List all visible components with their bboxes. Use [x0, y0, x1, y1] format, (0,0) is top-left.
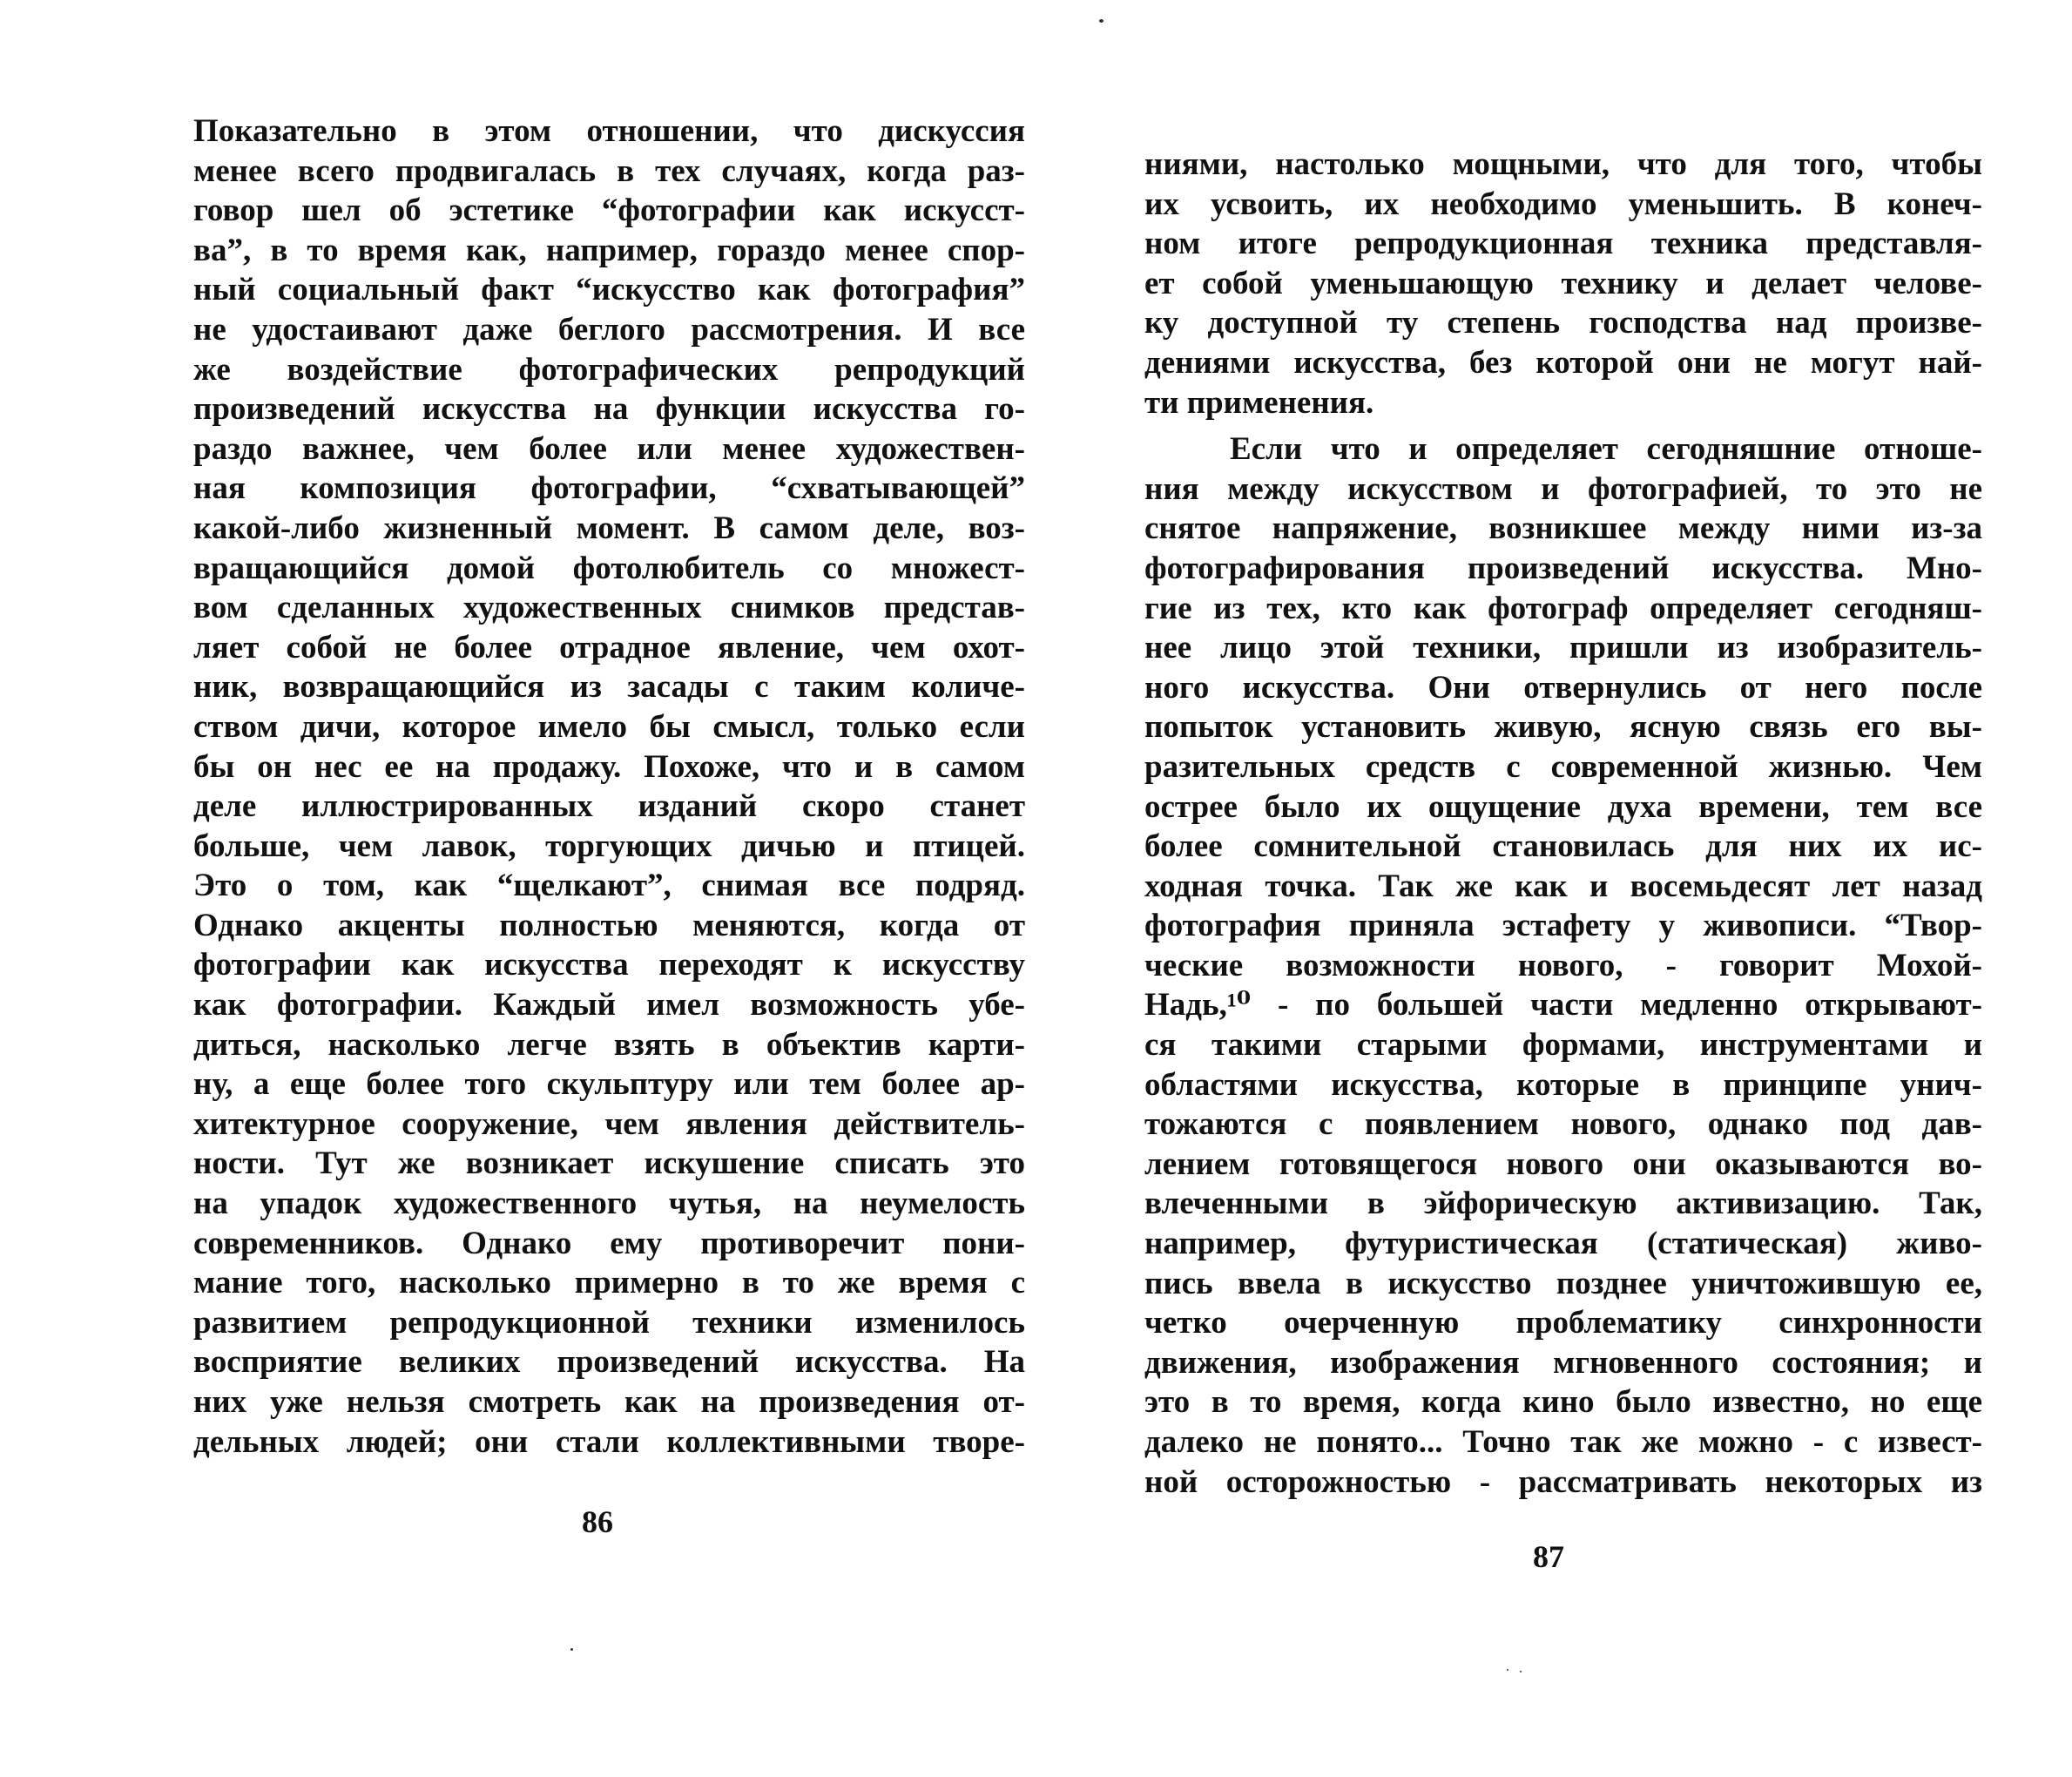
left-text-line: Однако акценты полностью меняются, когда от	[193, 907, 1025, 943]
right-p2-line: тожаются с появлением нового, однако под дав-	[1144, 1106, 1982, 1143]
left-text-line: ством дичи, которое имело бы смысл, только если	[193, 708, 1025, 745]
right-p2-line: ходная точка. Так же как и восемьдесят лет назад	[1144, 868, 1982, 904]
scan-speck	[1520, 1671, 1522, 1672]
right-p2-line: пись ввела в искусство позднее уничтожившую ее,	[1144, 1265, 1982, 1301]
left-text-line: мание того, насколько примерно в то же время с	[193, 1265, 1025, 1301]
right-p1-line: ти применения.	[1144, 384, 1374, 421]
left-page-number: 86	[582, 1504, 613, 1539]
right-p2-line: гие из тех, кто как фотограф определяет сегодняш-	[1144, 590, 1982, 626]
right-p2-line: Если что и определяет сегодняшние отноше-	[1230, 431, 1982, 468]
left-text-line: вращающийся домой фотолюбитель со множест-	[193, 550, 1025, 586]
left-text-line: не удостаивают даже беглого рассмотрения. И все	[193, 311, 1025, 348]
right-p2-line: ния между искусством и фотографией, то это не	[1144, 470, 1982, 507]
right-p2-line: это в то время, когда кино было известно, но еще	[1144, 1384, 1982, 1421]
right-p2-line: областями искусства, которые в принципе унич-	[1144, 1066, 1982, 1103]
left-text-line: хитектурное сооружение, чем явления действитель-	[193, 1105, 1025, 1142]
scan-speck	[1099, 19, 1103, 23]
left-text-line: произведений искусства на функции искусства го-	[193, 391, 1025, 428]
right-p1-line: ном итоге репродукционная техника представля-	[1144, 226, 1982, 262]
left-text-line: них уже нельзя смотреть как на произведения от-	[193, 1384, 1025, 1420]
left-text-line: ляет собой не более отрадное явление, чем охот-	[193, 629, 1025, 666]
left-text-line: раздо важнее, чем более или менее художествен-	[193, 430, 1025, 467]
left-text-line: фотографии как искусства переходят к искусству	[193, 947, 1025, 983]
left-text-line: больше, чем лавок, торгующих дичью и птицей.	[193, 828, 1025, 864]
right-p2-line: лением готовящегося нового они оказываются во-	[1144, 1145, 1982, 1182]
right-p1-line: ет собой уменьшающую технику и делает челове-	[1144, 265, 1982, 301]
right-p2-line: ного искусства. Они отвернулись от него после	[1144, 669, 1982, 706]
right-p2-line: более сомнительной становилась для них их ис-	[1144, 828, 1982, 865]
left-text-line: как фотографии. Каждый имел возможность убе-	[193, 987, 1025, 1024]
right-p1-line: их усвоить, их необходимо уменьшить. В конеч-	[1144, 186, 1982, 222]
right-p2-line: острее было их ощущение духа времени, тем все	[1144, 788, 1982, 825]
paragraph-gap	[1144, 422, 1982, 429]
left-text-line: ный социальный факт “искусство как фотография”	[193, 272, 1025, 308]
left-text-line: ну, а еще более того скульптуру или тем более ар-	[193, 1066, 1025, 1103]
right-p1-line: ниями, настолько мощными, что для того, чтобы	[1144, 146, 1982, 182]
right-p2-line: фотографирования произведений искусства. Мно-	[1144, 550, 1982, 586]
left-text-line: говор шел об эстетике “фотографии как искусст-	[193, 193, 1025, 229]
left-text-line: ник, возвращающийся из засады с таким количе-	[193, 669, 1025, 706]
left-text-line: бы он нес ее на продажу. Похоже, что и в самом	[193, 748, 1025, 785]
left-text-line: на упадок художественного чутья, на неумелость	[193, 1186, 1025, 1222]
right-page-number: 87	[1533, 1539, 1564, 1574]
right-p2-line: четко очерченную проблематику синхронности	[1144, 1305, 1982, 1341]
left-text-line: современников. Однако ему противоречит пони-	[193, 1225, 1025, 1261]
left-text-line: развитием репродукционной техники изменилось	[193, 1304, 1025, 1341]
right-p2-line: фотография приняла эстафету у живописи. “Твор-	[1144, 908, 1982, 944]
right-p2-line: например, футуристическая (статическая) живо-	[1144, 1226, 1982, 1262]
left-text-line: менее всего продвигалась в тех случаях, когда раз-	[193, 152, 1025, 189]
right-p2-line: нее лицо этой техники, пришли из изобразитель-	[1144, 630, 1982, 666]
left-page-text	[193, 111, 1025, 1462]
right-p2-line: попыток установить живую, ясную связь его вы-	[1144, 709, 1982, 746]
right-p2-line: ческие возможности нового, - говорит Мохой-	[1144, 947, 1982, 983]
left-text-line: ности. Тут же возникает искушение списать это	[193, 1145, 1025, 1182]
right-p1-line: дениями искусства, без которой они не могут най-	[1144, 344, 1982, 381]
left-text-line: ва”, в то время как, например, гораздо менее спор-	[193, 232, 1025, 268]
left-text-line: восприятие великих произведений искусства. На	[193, 1344, 1025, 1381]
right-p1-line: ку доступной ту степень господства над произве-	[1144, 305, 1982, 341]
right-p2-line: влеченными в эйфорическую активизацию. Так,	[1144, 1186, 1982, 1222]
left-text-line: ная композиция фотографии, “схватывающей”	[193, 470, 1025, 507]
left-text-line: вом сделанных художественных снимков представ-	[193, 590, 1025, 626]
right-page-text	[1144, 145, 1982, 1502]
left-text-line: Показательно в этом отношении, что дискуссия	[193, 113, 1025, 149]
left-text-line: деле иллюстрированных изданий скоро станет	[193, 788, 1025, 825]
left-text-line: же воздействие фотографических репродукций	[193, 351, 1025, 388]
right-p2-line: движения, изображения мгновенного состояния; и	[1144, 1344, 1982, 1381]
right-p2-line: ной осторожностью - рассматривать некоторых из	[1144, 1463, 1982, 1500]
left-text-line: Это о том, как “щелкают”, снимая все подряд.	[193, 868, 1025, 904]
right-p2-line: ся такими старыми формами, инструментами и	[1144, 1027, 1982, 1064]
left-text-line: какой-либо жизненный момент. В самом деле, воз-	[193, 510, 1025, 546]
left-text-line: дельных людей; они стали коллективными творе-	[193, 1423, 1025, 1460]
right-p2-line: снятое напряжение, возникшее между ними из-за	[1144, 510, 1982, 547]
left-text-line: диться, насколько легче взять в объектив карти-	[193, 1026, 1025, 1063]
right-p2-line: разительных средств с современной жизнью. Чем	[1144, 748, 1982, 785]
scan-speck	[570, 1648, 573, 1651]
right-p2-line: Надь,¹⁰ - по большей части медленно открывают-	[1144, 987, 1982, 1024]
scan-speck	[1507, 1669, 1508, 1671]
right-p2-line: далеко не понято... Точно так же можно - с извест-	[1144, 1424, 1982, 1460]
